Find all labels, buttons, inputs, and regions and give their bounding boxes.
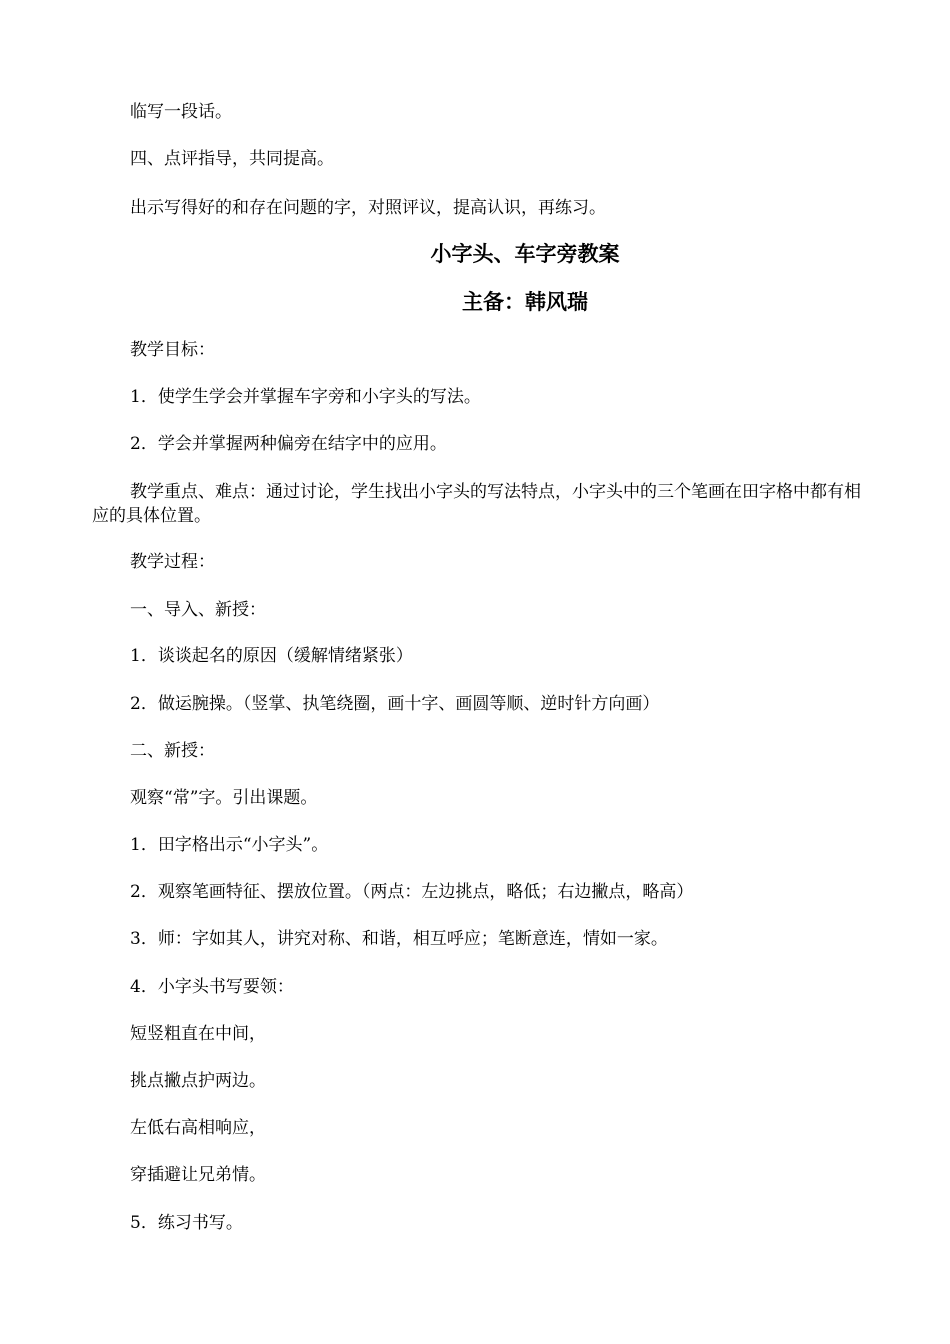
document-author: 主备：韩风瑞	[462, 290, 588, 314]
objectives-heading: 教学目标：	[130, 340, 215, 360]
section-item: 5．练习书写。	[130, 1213, 243, 1233]
objective-item: 2．学会并掌握两种偏旁在结字中的应用。	[130, 434, 447, 454]
section-heading: 二、新授：	[130, 741, 215, 761]
section-intro: 观察“常”字。引出课题。	[130, 788, 318, 808]
section-item: 4．小字头书写要领：	[130, 977, 294, 997]
objective-item: 1．使学生学会并掌握车字旁和小字头的写法。	[130, 387, 481, 407]
section-item: 1．田字格出示“小字头”。	[130, 835, 329, 855]
section-item: 2．观察笔画特征、摆放位置。（两点：左边挑点，略低；右边撇点，略高）	[130, 882, 694, 902]
verse-line: 短竖粗直在中间，	[130, 1024, 266, 1044]
verse-line: 穿插避让兄弟情。	[130, 1165, 266, 1185]
verse-line: 左低右高相响应，	[130, 1118, 266, 1138]
verse-line: 挑点撇点护两边。	[130, 1071, 266, 1091]
document-title: 小字头、车字旁教案	[430, 242, 620, 266]
text-line: 出示写得好的和存在问题的字，对照评议，提高认识，再练习。	[130, 198, 606, 218]
section-heading: 一、导入、新授：	[130, 600, 266, 620]
key-points-paragraph: 教学重点、难点：通过讨论，学生找出小字头的写法特点，小字头中的三个笔画在田字格中都有相应的具体位置。	[92, 482, 861, 526]
section-item: 1．谈谈起名的原因（缓解情绪紧张）	[130, 646, 413, 666]
text-line: 临写一段话。	[130, 102, 232, 122]
section-item: 2．做运腕操。（竖掌、执笔绕圈，画十字、画圆等顺、逆时针方向画）	[130, 694, 660, 714]
text-line: 四、点评指导，共同提高。	[130, 149, 334, 169]
process-heading: 教学过程：	[130, 552, 215, 572]
section-item: 3．师：字如其人，讲究对称、和谐，相互呼应；笔断意连，情如一家。	[130, 929, 668, 949]
